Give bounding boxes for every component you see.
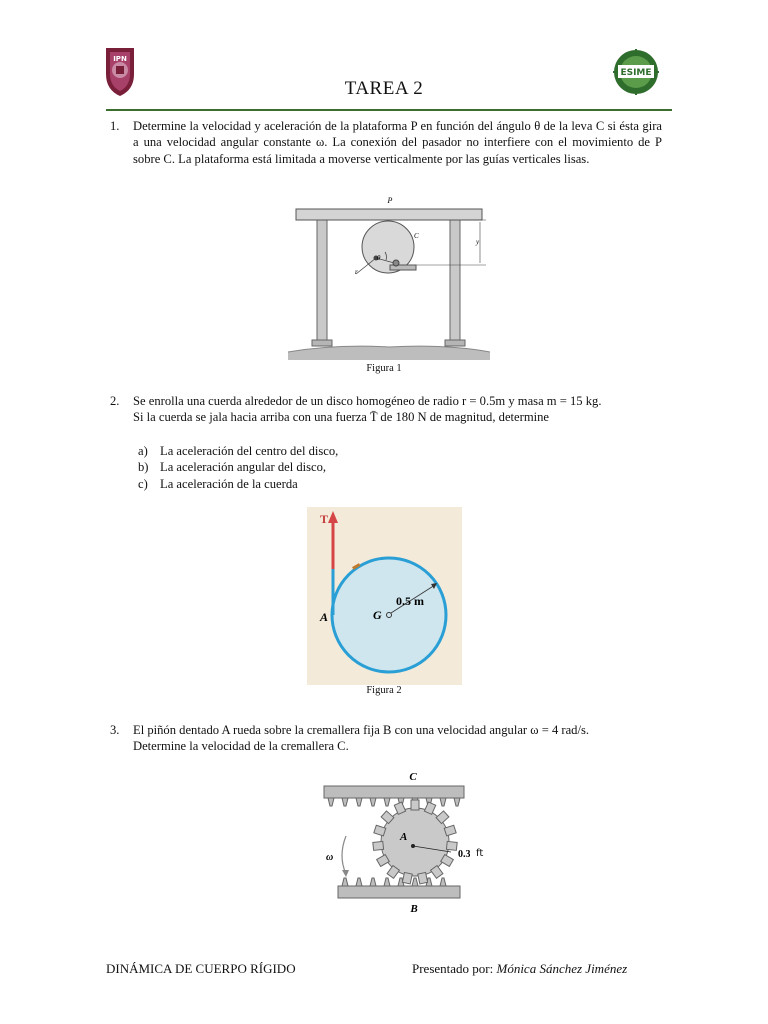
svg-text:ω: ω [326, 852, 334, 863]
page-title: TAREA 2 [344, 78, 424, 99]
svg-text:P: P [387, 196, 393, 205]
svg-text:B: B [410, 903, 418, 915]
svg-text:0.3: 0.3 [458, 849, 470, 860]
problem-text-line-1: El piñón dentado A rueda sobre la cremallera fija B con una velocidad angular ω = 4 rad/s. [133, 723, 590, 737]
problem-text-line-2: Si la cuerda se jala hacia arriba con una fuerza T̄ de 180 N de magnitud, determine [133, 410, 550, 425]
svg-text:A: A [320, 610, 329, 624]
problem-3 [110, 722, 662, 755]
problem-2 [110, 393, 662, 426]
footer-author: Presentado por: Mónica Sánchez Jiménez [412, 961, 628, 976]
svg-text:A: A [400, 831, 408, 843]
svg-text:0.5 m: 0.5 m [396, 594, 424, 608]
svg-text:T: T [320, 512, 329, 526]
problem-text: Determine la velocidad y aceleración de la plataforma P en función del ángulo θ de la leva C si ésta gira a una velocidad angular constante ω. La conexión del pasador no interfiere con el movimiento de P sobre C. La plataforma está limitada a moverse verticalmente por las guías verticales lisas. [133, 119, 662, 166]
problem-number: 1. [110, 119, 120, 133]
svg-text:IPN: IPN [113, 55, 127, 63]
svg-text:y: y [476, 238, 480, 246]
problem-2-items [138, 443, 338, 492]
problem-text-line-1: Se enrolla una cuerda alrededor de un disco homogéneo de radio r = 0.5m y masa m = 15 kg. [133, 394, 602, 408]
figure-3-pinion-rack [320, 766, 470, 916]
svg-text:G: G [373, 608, 382, 622]
figure-1-cam-platform [286, 192, 492, 364]
problem-number: 2. [110, 394, 120, 408]
svg-text:C: C [409, 771, 417, 783]
footer-course: DINÁMICA DE CUERPO RÍGIDO [106, 961, 296, 976]
figure-1-caption: Figura 1 [366, 363, 402, 374]
problem-text-line-2: Determine la velocidad de la cremallera C. [133, 739, 349, 754]
problem-number: 3. [110, 723, 120, 737]
svg-text:ESIME: ESIME [620, 68, 652, 78]
list-item: b) La aceleración angular del disco, [138, 460, 327, 475]
header-divider [106, 109, 672, 111]
figure-3-unit: ft [476, 848, 484, 859]
list-item: c) La aceleración de la cuerda [138, 476, 298, 491]
problem-1 [110, 118, 662, 167]
figure-2-disk [307, 507, 462, 685]
figure-2-caption: Figura 2 [366, 685, 402, 696]
svg-text:C: C [414, 232, 419, 240]
list-item: a) La aceleración del centro del disco, [138, 444, 339, 458]
svg-text:θ: θ [377, 254, 381, 262]
svg-text:r: r [355, 268, 358, 276]
